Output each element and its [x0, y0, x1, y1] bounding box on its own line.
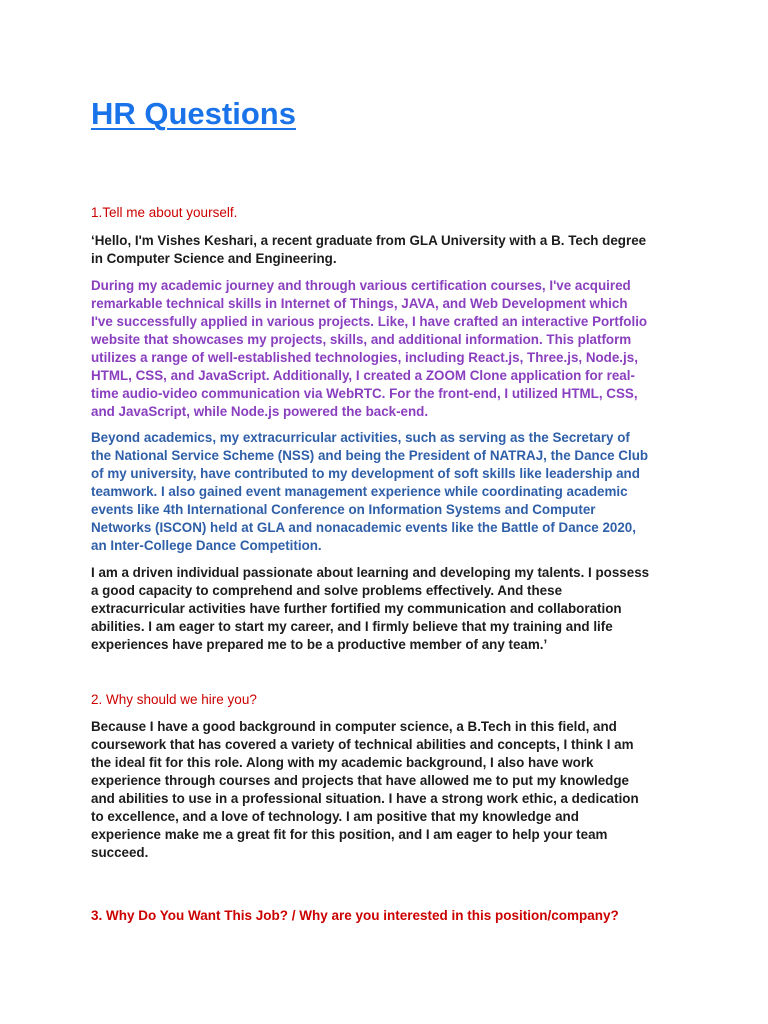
text-line: of my university, have contributed to my development of soft skills like leadership and — [91, 466, 640, 481]
text-line: experience make me a great fit for this position, and I am eager to help your team — [91, 827, 608, 842]
text-line: experience through courses and projects that have allowed me to put my knowledge — [91, 773, 629, 788]
text-line: teamwork. I also gained event management experience while coordinating academic — [91, 484, 628, 499]
page-title: HR Questions — [91, 96, 296, 131]
text-line: in Computer Science and Engineering. — [91, 251, 337, 266]
text-line: website that showcases my projects, skills, and additional information. This platform — [91, 332, 632, 347]
text-line: Because I have a good background in computer science, a B.Tech in this field, and — [91, 719, 617, 734]
text-line: I am a driven individual passionate about learning and developing my talents. I possess — [91, 565, 650, 580]
text-line: events like 4th International Conference on Information Systems and Computer — [91, 502, 596, 517]
text-line: HTML, CSS, and JavaScript. Additionally, I created a ZOOM Clone application for real- — [91, 368, 635, 383]
text-line: to excellence, and a love of technology. I am positive that my knowledge and — [91, 809, 579, 824]
text-line: extracurricular activities have further fortified my communication and collaboration — [91, 601, 622, 616]
text-line: and JavaScript, while Node.js powered the back-end. — [91, 404, 429, 419]
answer1-closing-paragraph — [91, 564, 691, 654]
text-line: time audio-video communication via WebRTC. For the front-end, I utilized HTML, CSS, — [91, 386, 638, 401]
text-line: experiences have prepared me to be a productive member of any team.’ — [91, 637, 548, 652]
text-line: the ideal fit for this role. Along with my academic background, I also have work — [91, 755, 594, 770]
answer1-extracurricular-paragraph — [91, 429, 691, 555]
text-line: the National Service Scheme (NSS) and being the President of NATRAJ, the Dance Club — [91, 448, 649, 463]
text-line: I've successfully applied in various projects. Like, I have crafted an interactive Portfolio — [91, 314, 648, 329]
text-line: ‘Hello, I'm Vishes Keshari, a recent graduate from GLA University with a B. Tech degree — [91, 233, 647, 248]
text-line: Networks (ISCON) held at GLA and nonacademic events like the Battle of Dance 2020, — [91, 520, 636, 535]
text-line: remarkable technical skills in Internet of Things, JAVA, and Web Development which — [91, 296, 628, 311]
answer1-academic-paragraph — [91, 277, 691, 421]
text-line: an Inter-College Dance Competition. — [91, 538, 322, 553]
text-line: utilizes a range of well-established technologies, including React.js, Three.js, Node.js, — [91, 350, 638, 365]
text-line: Beyond academics, my extracurricular activities, such as serving as the Secretary of — [91, 430, 630, 445]
question-3: 3. Why Do You Want This Job? / Why are you interested in this position/company? — [91, 908, 619, 923]
text-line: a good capacity to comprehend and solve problems effectively. And these — [91, 583, 563, 598]
answer1-intro-paragraph — [91, 232, 691, 268]
text-line: During my academic journey and through various certification courses, I've acquired — [91, 278, 631, 293]
question-2: 2. Why should we hire you? — [91, 692, 257, 707]
text-line: and abilities to use in a professional situation. I have a strong work ethic, a dedication — [91, 791, 639, 806]
answer2-paragraph — [91, 718, 691, 862]
text-line: coursework that has covered a variety of technical abilities and concepts, I think I am — [91, 737, 634, 752]
question-1: 1.Tell me about yourself. — [91, 205, 238, 220]
text-line: succeed. — [91, 845, 149, 860]
text-line: abilities. I am eager to start my career, and I firmly believe that my training and life — [91, 619, 613, 634]
